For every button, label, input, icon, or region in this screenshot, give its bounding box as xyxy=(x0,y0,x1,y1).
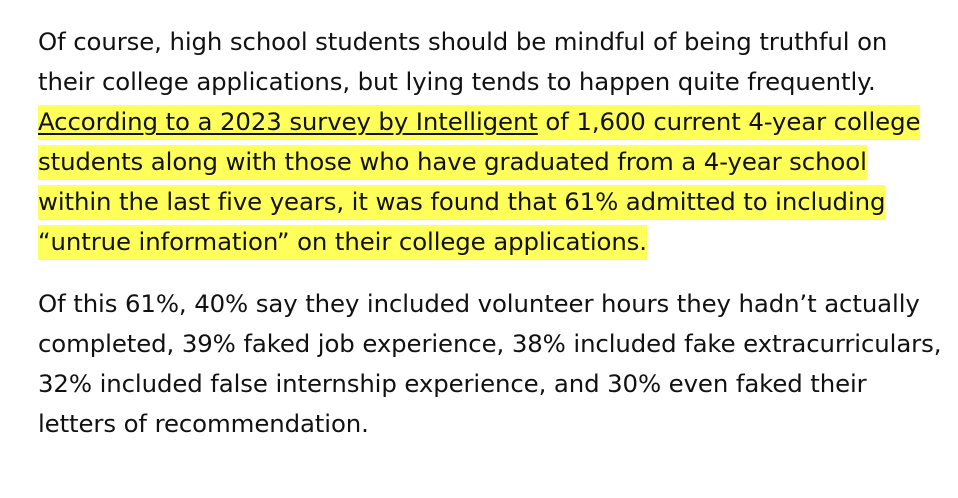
paragraph-intro-text: Of course, high school students should be mindful of being truthful on their college applications, but lying tends to happen quite frequently. xyxy=(38,27,888,96)
paragraph-intro xyxy=(38,22,943,262)
highlighted-passage xyxy=(38,105,920,260)
survey-link[interactable]: According to a 2023 survey by Intelligent xyxy=(38,107,538,136)
article-body xyxy=(38,22,943,466)
paragraph-statistics: Of this 61%, 40% say they included volunteer hours they hadn’t actually completed, 39% faked job experience, 38% included fake extracurriculars, 32% included false internship experience, and 30% even faked their letters of recommendation. xyxy=(38,289,942,438)
highlighted-passage-text: of 1,600 current 4-year college students along with those who have graduated from a 4-year school within the last five years, it was found that 61% admitted to including “untrue information” on their college applications. xyxy=(38,107,921,256)
